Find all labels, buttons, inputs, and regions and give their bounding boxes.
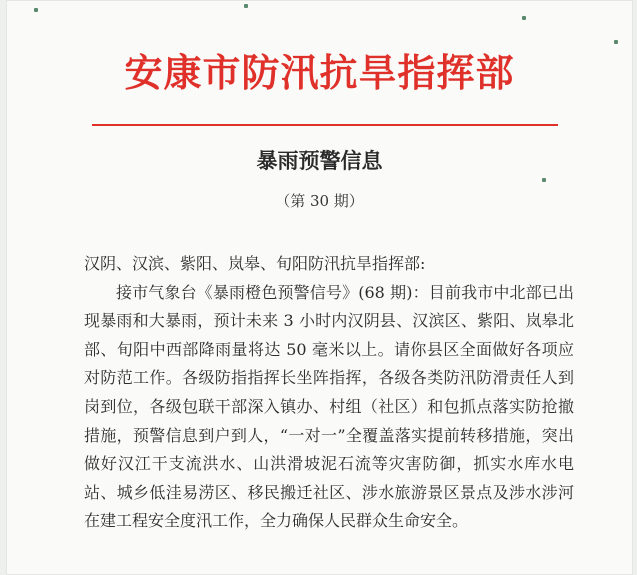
document-body bbox=[84, 250, 574, 536]
body-paragraph: 接市气象台《暴雨橙色预警信号》(68 期)：目前我市中北部已出现暴雨和大暴雨，预计未来 3 小时内汉阴县、汉滨区、紫阳、岚皋北部、旬阳中西部降雨量将达 50 毫米以上。请你县区全面做好各项应对防范工作。各级防指指挥长坐阵指挥，各级各类防汛防滑责任人到岗到位，各级包联干部深入镇办、村组（社区）和包抓点落实防抢撤措施，预警信息到户到人，“一对一”全覆盖落实提前转移措施，突出做好汉江干支流洪水、山洪滑坡泥石流等灾害防御，抓实水库水电站、城乡低洼易涝区、移民搬迁社区、涉水旅游景区景点及涉水涉河在建工程安全度汛工作，全力确保人民群众生命安全。 bbox=[84, 282, 574, 531]
recipients-line: 汉阴、汉滨、紫阳、岚皋、旬阳防汛抗旱指挥部: bbox=[84, 254, 426, 273]
scan-speck bbox=[542, 178, 546, 182]
scan-speck bbox=[614, 40, 618, 44]
red-divider bbox=[92, 124, 558, 126]
scan-speck bbox=[522, 16, 526, 20]
scan-speck bbox=[244, 4, 248, 8]
issue-number: （第 30 期） bbox=[275, 192, 364, 210]
scan-speck bbox=[34, 8, 38, 12]
document-page bbox=[6, 0, 633, 575]
org-title: 安康市防汛抗旱指挥部 bbox=[124, 50, 515, 95]
document-title: 暴雨预警信息 bbox=[256, 148, 383, 173]
